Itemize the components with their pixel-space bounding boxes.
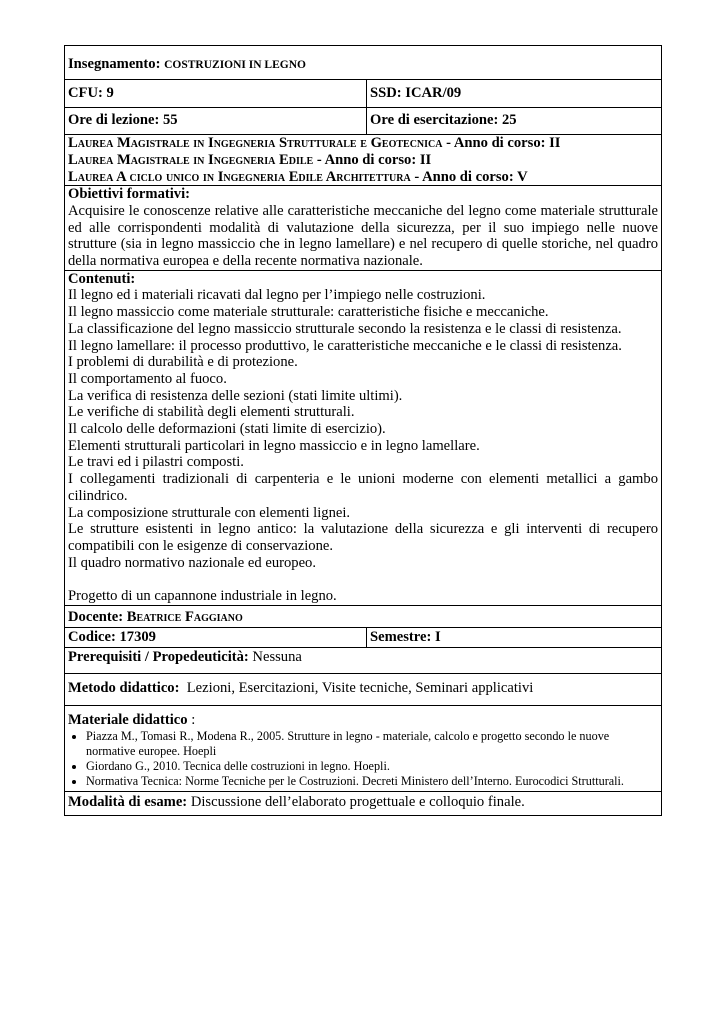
obiettivi-line: della normativa europea e della recente normativa nazionale. — [68, 253, 423, 270]
course-sheet — [64, 45, 661, 816]
materiale-list — [68, 729, 658, 789]
materiale-item: • Piazza M., Tomasi R., Modena R., 2005. Strutture in legno - materiale, calcolo e progetto secondo le nuove normative europee. Hoepli — [86, 729, 658, 759]
contenuti-item: Elementi strutturali particolari in legno massiccio e in legno lamellare. — [68, 437, 480, 454]
obiettivi-line: strutture (sia in legno massiccio che in legno lamellare) e nel recupero di quelle storiche, nel quadro — [68, 236, 658, 253]
row-cfu-ssd — [65, 79, 662, 108]
insegnamento-label: Insegnamento: — [68, 56, 161, 72]
contenuti-item: La classificazione del legno massiccio strutturale secondo la resistenza e le classi di resistenza. — [68, 320, 622, 337]
materiale-item: • Giordano G., 2010. Tecnica delle costruzioni in legno. Hoepli. — [86, 759, 658, 774]
materiale-suffix: : — [187, 711, 196, 728]
corso-name: Laurea A ciclo unico in Ingegneria Edile Architettura — [68, 168, 411, 185]
corso-anno: - Anno di corso: II — [442, 135, 561, 152]
contenuti-item: compatibili con le esigenze di conservazione. — [68, 537, 334, 554]
contenuti-item: I problemi di durabilità e di protezione. — [68, 354, 298, 371]
row-ore — [65, 108, 662, 135]
contenuti-item: Il legno lamellare: il processo produttivo, le caratteristiche meccaniche e le classi di resistenza. — [68, 337, 622, 354]
contenuti-item: Il quadro normativo nazionale ed europeo. — [68, 554, 317, 571]
insegnamento-value: COSTRUZIONI IN LEGNO — [164, 59, 306, 71]
prerequisiti-value: Nessuna — [248, 649, 302, 666]
contenuti-item: Il legno ed i materiali ricavati dal legno per l’impiego nelle costruzioni. — [68, 287, 486, 304]
obiettivi-line: Acquisire le conoscenze relative alle caratteristiche meccaniche del legno come materiale strutturale — [68, 202, 658, 219]
row-esame — [65, 792, 662, 816]
row-codice-semestre — [65, 628, 662, 648]
corso-name: Laurea Magistrale in Ingegneria Edile — [68, 151, 314, 168]
contenuti-label: Contenuti: — [68, 270, 136, 287]
ore-esercitazione: Ore di esercitazione: 25 — [370, 112, 517, 129]
semestre: Semestre: I — [370, 629, 441, 646]
contenuti-item: Le travi ed i pilastri composti. — [68, 454, 244, 471]
corso-item — [68, 152, 658, 169]
metodo-label: Metodo didattico: — [68, 679, 180, 696]
course-table — [64, 45, 662, 816]
contenuti-item: cilindrico. — [68, 487, 128, 504]
contenuti-item: Il comportamento al fuoco. — [68, 370, 227, 387]
corso-anno: - Anno di corso: V — [410, 168, 528, 185]
metodo-value: Lezioni, Esercitazioni, Visite tecniche, Seminari applicativi — [179, 679, 534, 696]
esame-value: Discussione dell’elaborato progettuale e colloquio finale. — [187, 794, 525, 811]
materiale-item: • Normativa Tecnica: Norme Tecniche per le Costruzioni. Decreti Ministero dell’Interno. Eurocodici Strutturali. — [86, 774, 658, 789]
docente-value: Beatrice Faggiano — [126, 608, 243, 625]
contenuti-item: Le verifiche di stabilità degli elementi strutturali. — [68, 404, 355, 421]
ssd: SSD: ICAR/09 — [370, 84, 462, 101]
contenuti-item: Le strutture esistenti in legno antico: la valutazione della sicurezza e gli interventi di recupero — [68, 521, 658, 538]
contenuti-progetto: Progetto di un capannone industriale in legno. — [68, 588, 337, 605]
spacer — [68, 571, 658, 588]
docente-label: Docente: — [68, 608, 124, 625]
row-insegnamento — [65, 46, 662, 80]
row-contenuti — [65, 270, 662, 605]
row-corsi — [65, 135, 662, 186]
row-obiettivi — [65, 186, 662, 271]
cfu: CFU: 9 — [68, 84, 114, 101]
row-docente — [65, 605, 662, 628]
obiettivi-label: Obiettivi formativi: — [68, 186, 190, 203]
corso-anno: - Anno di corso: II — [313, 151, 432, 168]
corso-item — [68, 135, 658, 152]
corso-item — [68, 169, 658, 186]
corso-name: Laurea Magistrale in Ingegneria Strutturale e Geotecnica — [68, 135, 443, 152]
obiettivi-line: ed alle corrispondenti modalità di valutazione della sicurezza, per il suo impiego nelle nuove — [68, 219, 658, 236]
contenuti-item: Il legno massiccio come materiale strutturale: caratteristiche fisiche e meccaniche. — [68, 304, 549, 321]
esame-label: Modalità di esame: — [68, 794, 188, 811]
contenuti-item: I collegamenti tradizionali di carpenteria e le unioni moderne con elementi metallici a gambo — [68, 471, 658, 488]
materiale-label: Materiale didattico — [68, 711, 188, 728]
ore-lezione: Ore di lezione: 55 — [68, 112, 178, 129]
contenuti-item: Il calcolo delle deformazioni (stati limite di esercizio). — [68, 421, 386, 438]
row-metodo — [65, 673, 662, 705]
row-prerequisiti — [65, 648, 662, 674]
prerequisiti-label: Prerequisiti / Propedeuticità: — [68, 649, 249, 666]
contenuti-item: La composizione strutturale con elementi lignei. — [68, 504, 351, 521]
row-materiale — [65, 705, 662, 792]
codice: Codice: 17309 — [68, 629, 156, 646]
contenuti-item: La verifica di resistenza delle sezioni (stati limite ultimi). — [68, 387, 403, 404]
